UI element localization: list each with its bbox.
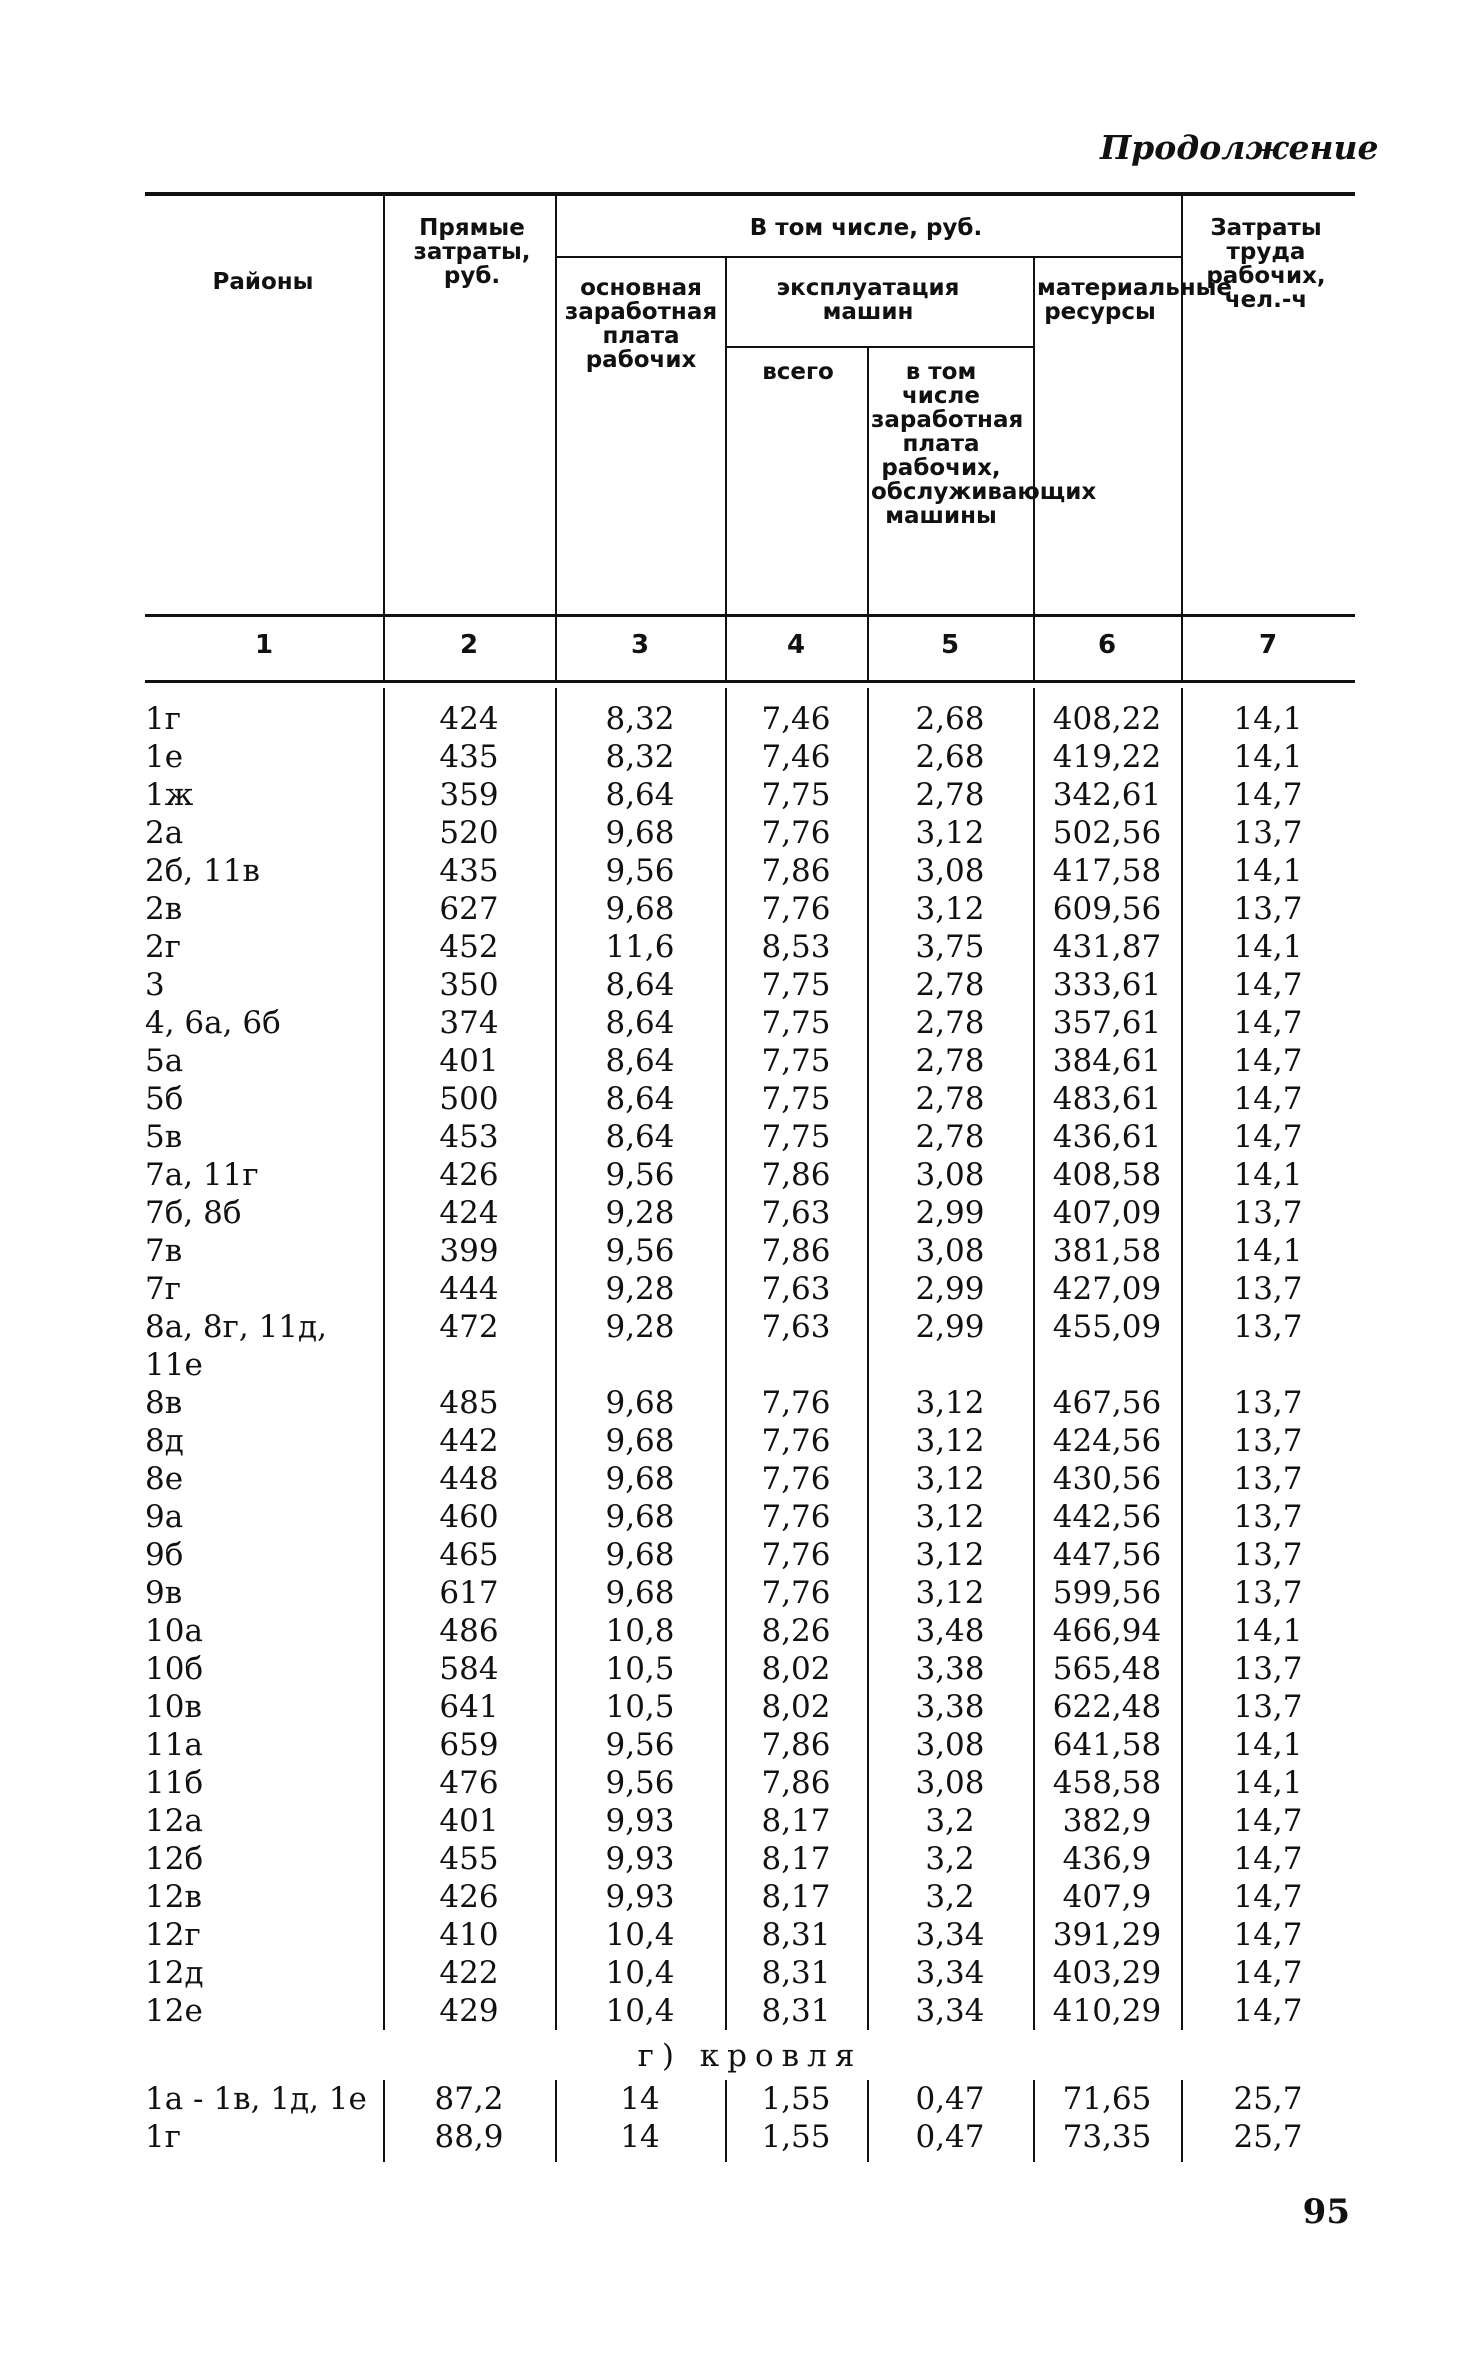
value-cell-direct: 424 <box>439 701 499 737</box>
column-divider <box>383 688 385 2030</box>
value-cell-direct: 465 <box>439 1537 499 1573</box>
value-cell-materials: 641,58 <box>1052 1727 1162 1763</box>
region-cell: 7в <box>145 1233 183 1269</box>
value-cell-materials: 391,29 <box>1052 1917 1162 1953</box>
value-cell-machine-wages: 2,68 <box>915 701 985 737</box>
value-cell-labor: 13,7 <box>1233 891 1303 927</box>
value-cell-wages: 8,64 <box>605 777 675 813</box>
value-cell-machines: 7,46 <box>761 701 831 737</box>
section-title: г) кровля <box>637 2038 863 2074</box>
value-cell-wages: 14 <box>620 2081 660 2117</box>
region-cell: 8в <box>145 1385 183 1421</box>
value-cell-wages: 9,68 <box>605 1423 675 1459</box>
value-cell-wages: 8,64 <box>605 1081 675 1117</box>
value-cell-wages: 10,5 <box>605 1651 675 1687</box>
continuation-label: Продолжение <box>1100 128 1379 167</box>
value-cell-labor: 13,7 <box>1233 1689 1303 1725</box>
value-cell-wages: 8,32 <box>605 739 675 775</box>
value-cell-machine-wages: 3,08 <box>915 1157 985 1193</box>
value-cell-machines: 7,86 <box>761 1157 831 1193</box>
value-cell-machines: 8,02 <box>761 1689 831 1725</box>
value-cell-machine-wages: 2,99 <box>915 1195 985 1231</box>
value-cell-labor: 14,7 <box>1233 1879 1303 1915</box>
value-cell-direct: 401 <box>439 1043 499 1079</box>
value-cell-direct: 476 <box>439 1765 499 1801</box>
value-cell-materials: 407,09 <box>1052 1195 1162 1231</box>
region-cell-continued: 11е <box>145 1347 203 1383</box>
region-cell: 9а <box>145 1499 184 1535</box>
header-labor: Затраты труда рабочих, чел.-ч <box>1206 215 1326 313</box>
region-cell: 1г <box>145 701 181 737</box>
value-cell-direct: 444 <box>439 1271 499 1307</box>
value-cell-materials: 419,22 <box>1052 739 1162 775</box>
header-machine-operation: эксплуатация машин <box>776 275 960 325</box>
region-cell: 12в <box>145 1879 202 1915</box>
value-cell-wages: 9,56 <box>605 853 675 889</box>
value-cell-wages: 10,4 <box>605 1955 675 1991</box>
value-cell-materials: 458,58 <box>1052 1765 1162 1801</box>
value-cell-materials: 427,09 <box>1052 1271 1162 1307</box>
value-cell-labor: 13,7 <box>1233 815 1303 851</box>
rule-line <box>555 256 1181 258</box>
value-cell-machine-wages: 3,12 <box>915 1385 985 1421</box>
column-divider <box>1033 256 1035 680</box>
value-cell-direct: 410 <box>439 1917 499 1953</box>
value-cell-labor: 13,7 <box>1233 1309 1303 1345</box>
value-cell-direct: 374 <box>439 1005 499 1041</box>
column-number: 7 <box>1258 630 1278 660</box>
value-cell-labor: 25,7 <box>1233 2081 1303 2117</box>
value-cell-wages: 8,64 <box>605 1005 675 1041</box>
value-cell-machines: 7,86 <box>761 853 831 889</box>
value-cell-labor: 14,1 <box>1233 1613 1303 1649</box>
value-cell-direct: 426 <box>439 1157 499 1193</box>
value-cell-direct: 520 <box>439 815 499 851</box>
region-cell: 12а <box>145 1803 203 1839</box>
column-number: 4 <box>786 630 806 660</box>
value-cell-machines: 7,75 <box>761 1043 831 1079</box>
value-cell-machine-wages: 3,12 <box>915 1423 985 1459</box>
value-cell-machines: 8,31 <box>761 1955 831 1991</box>
value-cell-direct: 584 <box>439 1651 499 1687</box>
value-cell-machine-wages: 2,78 <box>915 1119 985 1155</box>
value-cell-materials: 447,56 <box>1052 1537 1162 1573</box>
value-cell-machines: 8,31 <box>761 1917 831 1953</box>
value-cell-wages: 9,68 <box>605 891 675 927</box>
value-cell-direct: 486 <box>439 1613 499 1649</box>
value-cell-direct: 87,2 <box>434 2081 504 2117</box>
region-cell: 5а <box>145 1043 184 1079</box>
value-cell-labor: 13,7 <box>1233 1575 1303 1611</box>
value-cell-machine-wages: 3,08 <box>915 1233 985 1269</box>
value-cell-machine-wages: 3,12 <box>915 1537 985 1573</box>
region-cell: 1ж <box>145 777 194 813</box>
value-cell-materials: 622,48 <box>1052 1689 1162 1725</box>
value-cell-direct: 429 <box>439 1993 499 2029</box>
region-cell: 2в <box>145 891 183 927</box>
value-cell-labor: 14,7 <box>1233 1841 1303 1877</box>
value-cell-machine-wages: 3,12 <box>915 891 985 927</box>
region-cell: 5в <box>145 1119 183 1155</box>
value-cell-wages: 8,64 <box>605 967 675 1003</box>
value-cell-materials: 430,56 <box>1052 1461 1162 1497</box>
value-cell-wages: 9,56 <box>605 1727 675 1763</box>
rule-line <box>725 346 1033 348</box>
region-cell: 12е <box>145 1993 203 2029</box>
value-cell-direct: 659 <box>439 1727 499 1763</box>
value-cell-machines: 7,76 <box>761 891 831 927</box>
header-base-wages: основная заработная плата рабочих <box>564 275 718 373</box>
value-cell-wages: 9,28 <box>605 1309 675 1345</box>
value-cell-materials: 381,58 <box>1052 1233 1162 1269</box>
rule-line <box>145 192 1355 196</box>
column-divider <box>555 192 557 680</box>
value-cell-wages: 9,28 <box>605 1271 675 1307</box>
value-cell-machine-wages: 3,08 <box>915 1765 985 1801</box>
value-cell-wages: 8,32 <box>605 701 675 737</box>
value-cell-direct: 617 <box>439 1575 499 1611</box>
value-cell-direct: 452 <box>439 929 499 965</box>
value-cell-direct: 448 <box>439 1461 499 1497</box>
value-cell-labor: 13,7 <box>1233 1651 1303 1687</box>
value-cell-machine-wages: 0,47 <box>915 2081 985 2117</box>
value-cell-machine-wages: 3,2 <box>925 1879 975 1915</box>
region-cell: 7б, 8б <box>145 1195 242 1231</box>
value-cell-machines: 8,17 <box>761 1879 831 1915</box>
value-cell-machines: 7,75 <box>761 967 831 1003</box>
header-materials: материальные ресурсы <box>1037 275 1233 325</box>
value-cell-materials: 436,61 <box>1052 1119 1162 1155</box>
value-cell-direct: 472 <box>439 1309 499 1345</box>
column-number: 6 <box>1097 630 1117 660</box>
value-cell-labor: 13,7 <box>1233 1461 1303 1497</box>
region-cell: 1г <box>145 2119 181 2155</box>
value-cell-wages: 9,56 <box>605 1233 675 1269</box>
value-cell-machines: 7,76 <box>761 1385 831 1421</box>
value-cell-materials: 467,56 <box>1052 1385 1162 1421</box>
value-cell-materials: 73,35 <box>1062 2119 1152 2155</box>
header-total: всего <box>762 359 834 385</box>
value-cell-direct: 88,9 <box>434 2119 504 2155</box>
value-cell-materials: 431,87 <box>1052 929 1162 965</box>
value-cell-machine-wages: 2,99 <box>915 1309 985 1345</box>
value-cell-labor: 13,7 <box>1233 1195 1303 1231</box>
column-divider <box>1181 192 1183 680</box>
value-cell-labor: 25,7 <box>1233 2119 1303 2155</box>
value-cell-materials: 408,22 <box>1052 701 1162 737</box>
value-cell-machine-wages: 3,12 <box>915 1499 985 1535</box>
value-cell-machine-wages: 3,34 <box>915 1993 985 2029</box>
value-cell-direct: 426 <box>439 1879 499 1915</box>
value-cell-materials: 403,29 <box>1052 1955 1162 1991</box>
value-cell-materials: 357,61 <box>1052 1005 1162 1041</box>
value-cell-materials: 436,9 <box>1062 1841 1152 1877</box>
value-cell-wages: 9,68 <box>605 1537 675 1573</box>
value-cell-machines: 7,86 <box>761 1765 831 1801</box>
header-including: В том числе, руб. <box>749 215 983 241</box>
value-cell-materials: 410,29 <box>1052 1993 1162 2029</box>
value-cell-materials: 565,48 <box>1052 1651 1162 1687</box>
value-cell-labor: 14,7 <box>1233 1081 1303 1117</box>
page-number: 95 <box>1302 2192 1350 2232</box>
column-number: 2 <box>459 630 479 660</box>
value-cell-direct: 442 <box>439 1423 499 1459</box>
value-cell-machines: 1,55 <box>761 2081 831 2117</box>
value-cell-machine-wages: 2,78 <box>915 967 985 1003</box>
region-cell: 12г <box>145 1917 201 1953</box>
value-cell-materials: 609,56 <box>1052 891 1162 927</box>
value-cell-labor: 14,7 <box>1233 1993 1303 2029</box>
value-cell-labor: 14,7 <box>1233 1119 1303 1155</box>
value-cell-direct: 422 <box>439 1955 499 1991</box>
value-cell-materials: 424,56 <box>1052 1423 1162 1459</box>
column-divider <box>383 2080 385 2162</box>
value-cell-labor: 13,7 <box>1233 1499 1303 1535</box>
value-cell-materials: 382,9 <box>1062 1803 1152 1839</box>
value-cell-machine-wages: 3,2 <box>925 1841 975 1877</box>
value-cell-wages: 10,8 <box>605 1613 675 1649</box>
value-cell-machine-wages: 3,34 <box>915 1917 985 1953</box>
value-cell-machine-wages: 2,78 <box>915 1043 985 1079</box>
value-cell-machines: 7,75 <box>761 777 831 813</box>
rule-line <box>145 680 1355 683</box>
region-cell: 9в <box>145 1575 183 1611</box>
value-cell-machine-wages: 0,47 <box>915 2119 985 2155</box>
value-cell-direct: 641 <box>439 1689 499 1725</box>
value-cell-machines: 7,76 <box>761 1499 831 1535</box>
value-cell-materials: 333,61 <box>1052 967 1162 1003</box>
region-cell: 8а, 8г, 11д, <box>145 1309 327 1345</box>
value-cell-materials: 407,9 <box>1062 1879 1152 1915</box>
value-cell-machine-wages: 2,78 <box>915 777 985 813</box>
value-cell-wages: 8,64 <box>605 1043 675 1079</box>
value-cell-wages: 9,93 <box>605 1879 675 1915</box>
value-cell-materials: 466,94 <box>1052 1613 1162 1649</box>
value-cell-wages: 9,56 <box>605 1157 675 1193</box>
value-cell-wages: 8,64 <box>605 1119 675 1155</box>
value-cell-labor: 14,1 <box>1233 739 1303 775</box>
column-divider <box>555 2080 557 2162</box>
value-cell-labor: 14,1 <box>1233 853 1303 889</box>
region-cell: 10в <box>145 1689 202 1725</box>
value-cell-machines: 8,31 <box>761 1993 831 2029</box>
value-cell-machines: 8,02 <box>761 1651 831 1687</box>
value-cell-machines: 7,86 <box>761 1233 831 1269</box>
column-divider <box>383 192 385 680</box>
value-cell-direct: 500 <box>439 1081 499 1117</box>
value-cell-machine-wages: 3,2 <box>925 1803 975 1839</box>
region-cell: 2а <box>145 815 184 851</box>
value-cell-machines: 7,63 <box>761 1271 831 1307</box>
value-cell-machines: 7,63 <box>761 1195 831 1231</box>
rule-line <box>145 614 1355 617</box>
value-cell-materials: 483,61 <box>1052 1081 1162 1117</box>
value-cell-machines: 7,86 <box>761 1727 831 1763</box>
value-cell-labor: 14,1 <box>1233 1765 1303 1801</box>
value-cell-machines: 7,75 <box>761 1081 831 1117</box>
value-cell-materials: 442,56 <box>1052 1499 1162 1535</box>
region-cell: 10б <box>145 1651 204 1687</box>
region-cell: 12б <box>145 1841 204 1877</box>
value-cell-wages: 9,93 <box>605 1841 675 1877</box>
value-cell-machines: 7,63 <box>761 1309 831 1345</box>
value-cell-machine-wages: 3,48 <box>915 1613 985 1649</box>
value-cell-machine-wages: 3,34 <box>915 1955 985 1991</box>
value-cell-labor: 14,1 <box>1233 701 1303 737</box>
header-including-wages: в том числе заработная плата рабочих, обслуживающих машины <box>871 359 1097 529</box>
value-cell-materials: 455,09 <box>1052 1309 1162 1345</box>
value-cell-machine-wages: 3,08 <box>915 1727 985 1763</box>
value-cell-machines: 1,55 <box>761 2119 831 2155</box>
value-cell-wages: 9,68 <box>605 1575 675 1611</box>
value-cell-direct: 399 <box>439 1233 499 1269</box>
value-cell-materials: 384,61 <box>1052 1043 1162 1079</box>
value-cell-machine-wages: 3,12 <box>915 1461 985 1497</box>
region-cell: 4, 6а, 6б <box>145 1005 281 1041</box>
value-cell-wages: 10,5 <box>605 1689 675 1725</box>
value-cell-labor: 14,1 <box>1233 1157 1303 1193</box>
value-cell-wages: 9,93 <box>605 1803 675 1839</box>
value-cell-direct: 627 <box>439 891 499 927</box>
value-cell-wages: 9,68 <box>605 1499 675 1535</box>
value-cell-direct: 401 <box>439 1803 499 1839</box>
region-cell: 7а, 11г <box>145 1157 259 1193</box>
value-cell-machines: 7,76 <box>761 1461 831 1497</box>
value-cell-wages: 9,68 <box>605 815 675 851</box>
column-number: 1 <box>254 630 274 660</box>
column-number: 5 <box>940 630 960 660</box>
value-cell-direct: 350 <box>439 967 499 1003</box>
value-cell-wages: 14 <box>620 2119 660 2155</box>
value-cell-wages: 10,4 <box>605 1993 675 2029</box>
value-cell-machines: 7,46 <box>761 739 831 775</box>
value-cell-labor: 14,7 <box>1233 1005 1303 1041</box>
value-cell-materials: 408,58 <box>1052 1157 1162 1193</box>
value-cell-direct: 460 <box>439 1499 499 1535</box>
value-cell-machine-wages: 3,38 <box>915 1651 985 1687</box>
value-cell-materials: 417,58 <box>1052 853 1162 889</box>
value-cell-machine-wages: 2,99 <box>915 1271 985 1307</box>
value-cell-labor: 14,7 <box>1233 1043 1303 1079</box>
value-cell-wages: 9,28 <box>605 1195 675 1231</box>
value-cell-wages: 9,68 <box>605 1461 675 1497</box>
value-cell-labor: 14,1 <box>1233 1727 1303 1763</box>
value-cell-machine-wages: 3,75 <box>915 929 985 965</box>
value-cell-labor: 13,7 <box>1233 1423 1303 1459</box>
column-divider <box>725 688 727 2030</box>
column-divider <box>1181 688 1183 2030</box>
header-regions: Районы <box>212 269 314 295</box>
value-cell-labor: 14,1 <box>1233 1233 1303 1269</box>
value-cell-direct: 455 <box>439 1841 499 1877</box>
value-cell-direct: 453 <box>439 1119 499 1155</box>
value-cell-machine-wages: 3,08 <box>915 853 985 889</box>
value-cell-machines: 7,76 <box>761 1423 831 1459</box>
value-cell-machine-wages: 2,68 <box>915 739 985 775</box>
column-divider <box>1181 2080 1183 2162</box>
region-cell: 2б, 11в <box>145 853 260 889</box>
value-cell-direct: 435 <box>439 853 499 889</box>
value-cell-machines: 7,76 <box>761 815 831 851</box>
value-cell-machines: 8,17 <box>761 1841 831 1877</box>
region-cell: 10а <box>145 1613 203 1649</box>
column-divider <box>555 688 557 2030</box>
value-cell-machines: 8,53 <box>761 929 831 965</box>
value-cell-labor: 14,7 <box>1233 777 1303 813</box>
column-divider <box>1033 688 1035 2030</box>
value-cell-machines: 8,17 <box>761 1803 831 1839</box>
column-number: 3 <box>630 630 650 660</box>
value-cell-direct: 359 <box>439 777 499 813</box>
region-cell: 7г <box>145 1271 181 1307</box>
value-cell-machine-wages: 2,78 <box>915 1081 985 1117</box>
value-cell-materials: 502,56 <box>1052 815 1162 851</box>
value-cell-machines: 7,75 <box>761 1005 831 1041</box>
value-cell-machines: 7,76 <box>761 1575 831 1611</box>
region-cell: 5б <box>145 1081 184 1117</box>
value-cell-materials: 342,61 <box>1052 777 1162 813</box>
region-cell: 1а - 1в, 1д, 1е <box>145 2081 367 2117</box>
column-divider <box>1033 2080 1035 2162</box>
column-divider <box>867 688 869 2030</box>
header-direct-costs: Прямые затраты, руб. <box>413 215 531 289</box>
value-cell-labor: 13,7 <box>1233 1537 1303 1573</box>
value-cell-labor: 14,7 <box>1233 1803 1303 1839</box>
value-cell-labor: 14,7 <box>1233 967 1303 1003</box>
value-cell-direct: 485 <box>439 1385 499 1421</box>
value-cell-materials: 71,65 <box>1062 2081 1152 2117</box>
value-cell-machine-wages: 3,38 <box>915 1689 985 1725</box>
column-divider <box>725 256 727 680</box>
value-cell-labor: 13,7 <box>1233 1271 1303 1307</box>
column-divider <box>867 2080 869 2162</box>
region-cell: 12д <box>145 1955 204 1991</box>
region-cell: 1е <box>145 739 184 775</box>
region-cell: 8е <box>145 1461 184 1497</box>
region-cell: 11б <box>145 1765 204 1801</box>
value-cell-machines: 7,76 <box>761 1537 831 1573</box>
value-cell-machines: 7,75 <box>761 1119 831 1155</box>
region-cell: 11а <box>145 1727 203 1763</box>
region-cell: 2г <box>145 929 181 965</box>
region-cell: 8д <box>145 1423 184 1459</box>
value-cell-wages: 11,6 <box>605 929 675 965</box>
value-cell-machine-wages: 2,78 <box>915 1005 985 1041</box>
value-cell-labor: 13,7 <box>1233 1385 1303 1421</box>
region-cell: 9б <box>145 1537 184 1573</box>
value-cell-machines: 8,26 <box>761 1613 831 1649</box>
value-cell-wages: 9,68 <box>605 1385 675 1421</box>
value-cell-machine-wages: 3,12 <box>915 815 985 851</box>
value-cell-labor: 14,7 <box>1233 1955 1303 1991</box>
value-cell-machine-wages: 3,12 <box>915 1575 985 1611</box>
value-cell-labor: 14,1 <box>1233 929 1303 965</box>
value-cell-materials: 599,56 <box>1052 1575 1162 1611</box>
column-divider <box>725 2080 727 2162</box>
value-cell-wages: 9,56 <box>605 1765 675 1801</box>
region-cell: 3 <box>145 967 165 1003</box>
value-cell-direct: 435 <box>439 739 499 775</box>
value-cell-wages: 10,4 <box>605 1917 675 1953</box>
value-cell-direct: 424 <box>439 1195 499 1231</box>
value-cell-labor: 14,7 <box>1233 1917 1303 1953</box>
